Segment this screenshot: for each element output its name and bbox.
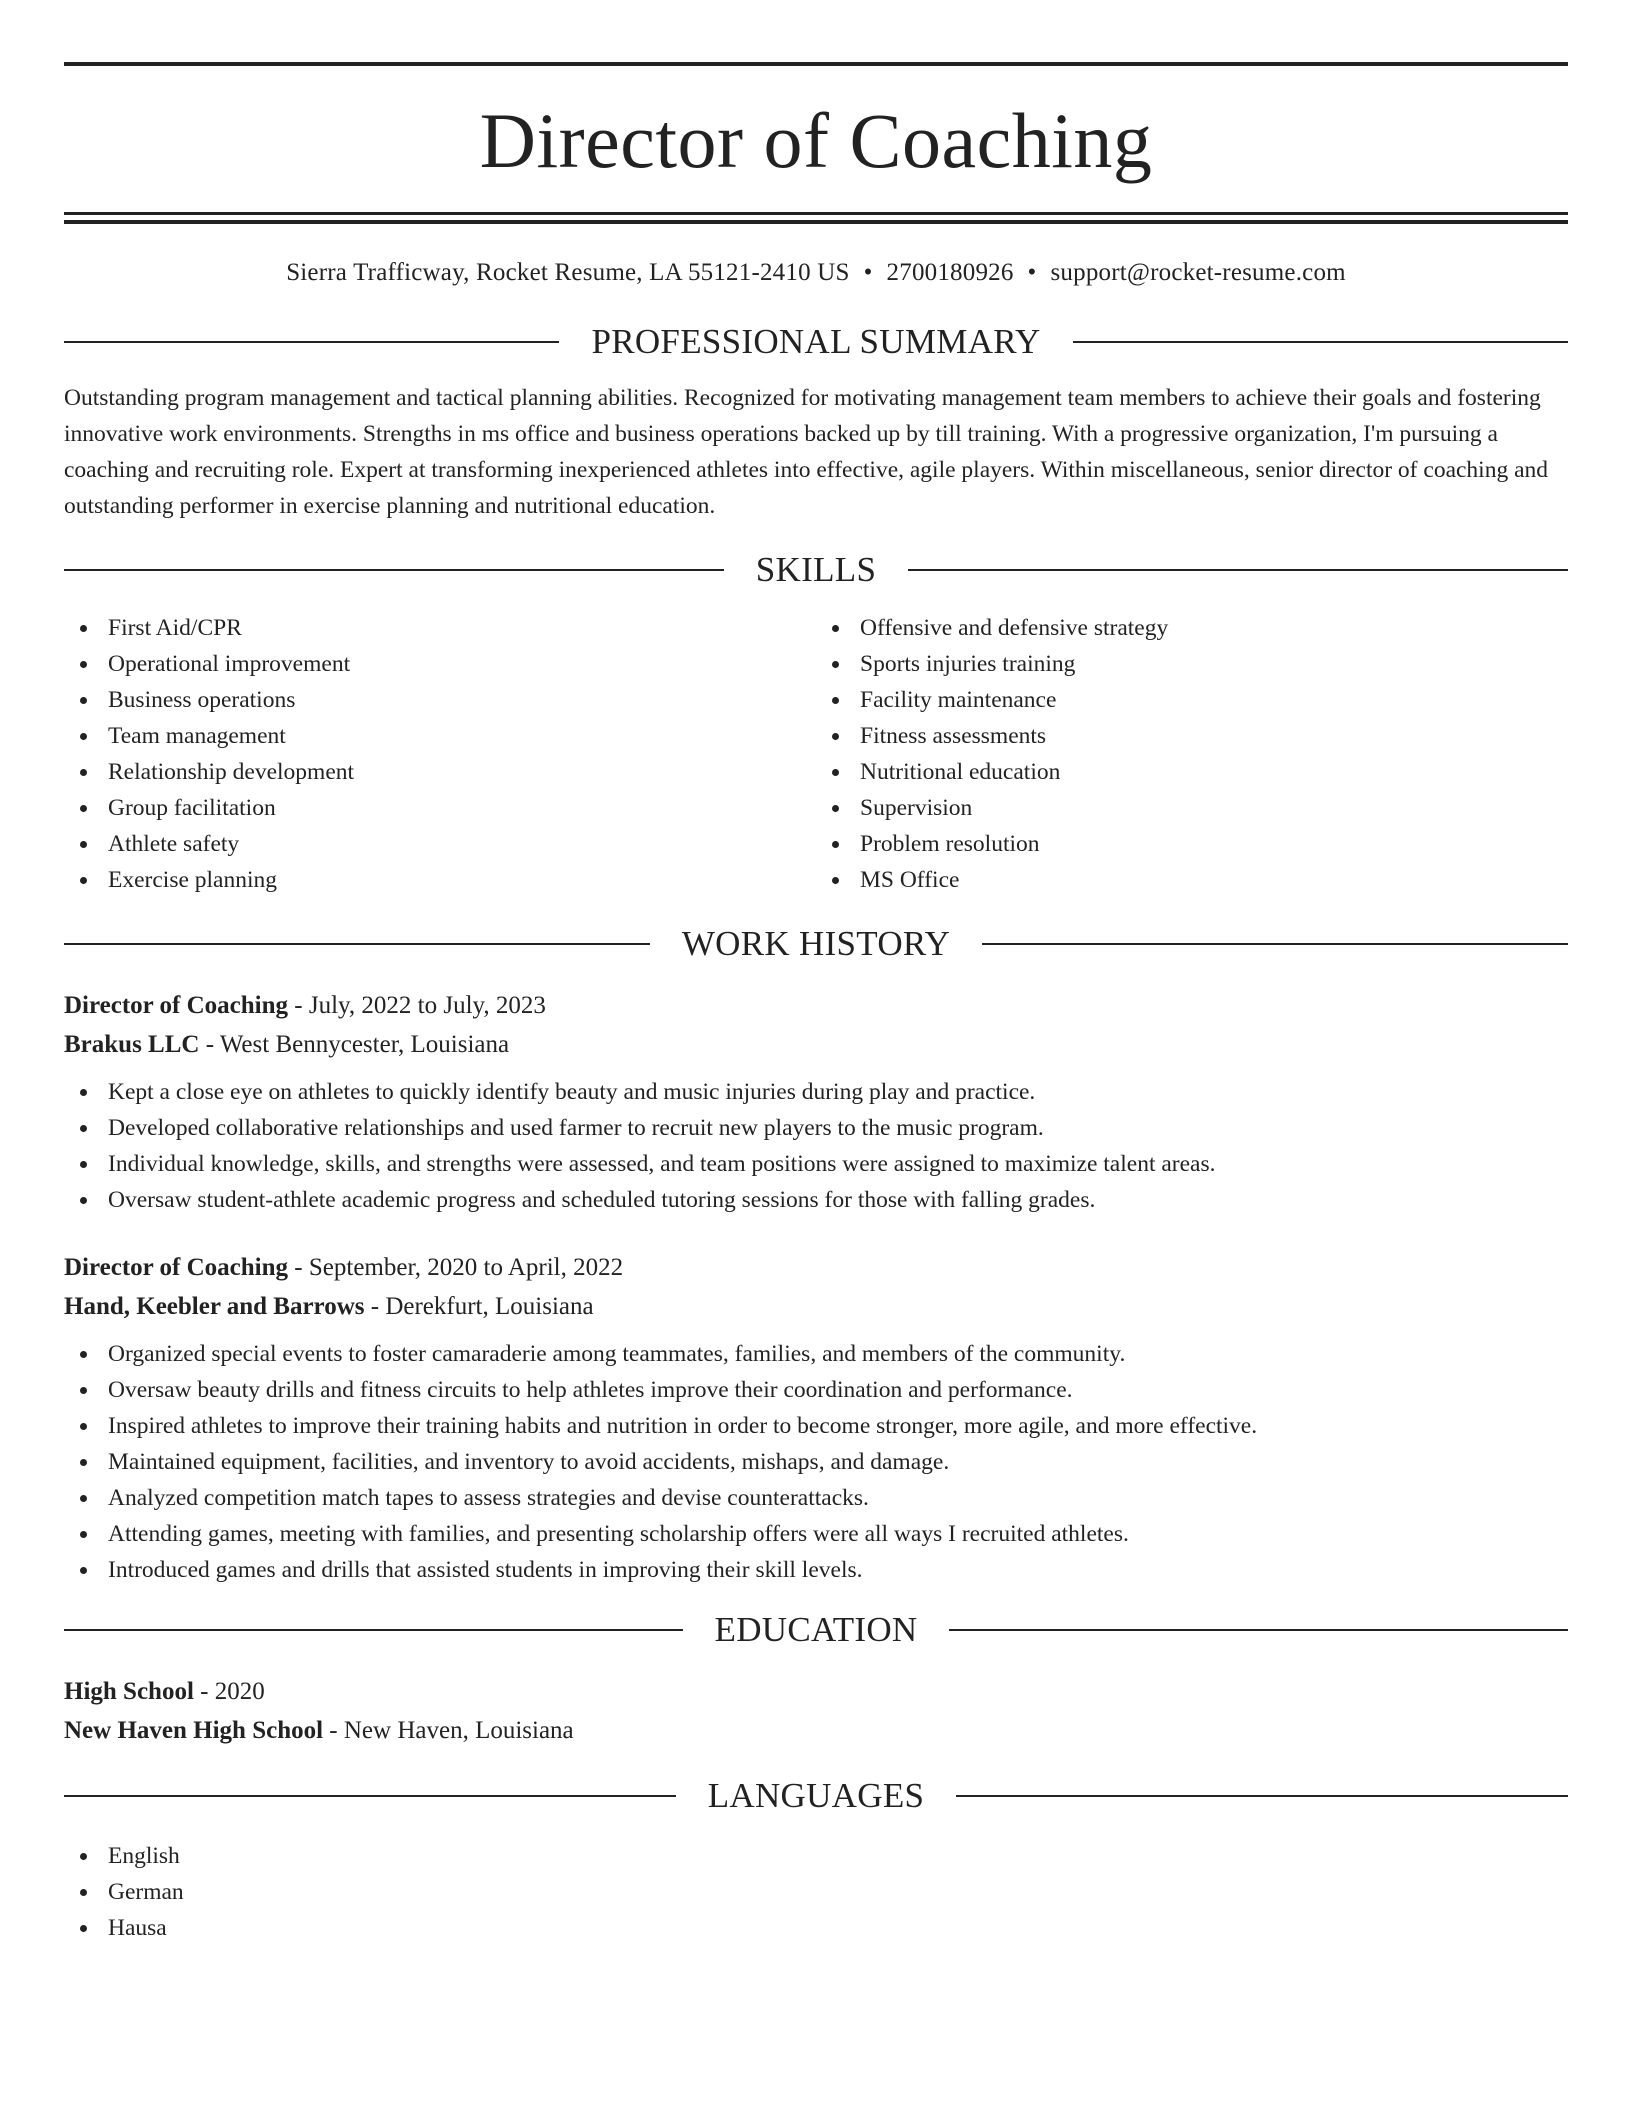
- education-location: - New Haven, Louisiana: [323, 1717, 574, 1744]
- job-company-line: [64, 1287, 1568, 1326]
- skill-item: Facility maintenance: [816, 682, 1568, 718]
- section-title-languages: LANGUAGES: [707, 1776, 925, 1815]
- job-role: Director of Coaching: [64, 1254, 289, 1281]
- job-bullet: Oversaw beauty drills and fitness circuits to help athletes improve their coordination and performance.: [64, 1372, 1568, 1408]
- section-title-work: WORK HISTORY: [681, 924, 951, 963]
- contact-address: Sierra Trafficway, Rocket Resume, LA 55121-2410 US: [286, 259, 850, 286]
- summary-paragraph: Outstanding program management and tactical planning abilities. Recognized for motivating management team members to achieve their goals and fostering innovative work environments. Strengths in ms office and business operations backed up by till training. With a progressive organization, I'm pursuing a coaching and recruiting role. Expert at transforming inexperienced athletes into effective, agile players. Within miscellaneous, senior director of coaching and outstanding performer in exercise planning and nutritional education.: [64, 385, 1549, 519]
- job-company: Brakus LLC: [64, 1031, 200, 1058]
- skill-item: Team management: [64, 718, 816, 754]
- education-school-line: [64, 1711, 1568, 1750]
- job-company: Hand, Keebler and Barrows: [64, 1293, 365, 1320]
- education-entry: [64, 1672, 1568, 1750]
- job-title-line: [64, 1248, 1568, 1287]
- skill-item: Operational improvement: [64, 646, 816, 682]
- job-entry: [64, 1248, 1568, 1588]
- skill-item: First Aid/CPR: [64, 610, 816, 646]
- languages-list: [64, 1838, 1568, 1946]
- contact-line: [64, 258, 1568, 288]
- job-bullet: Developed collaborative relationships and used farmer to recruit new players to the music program.: [64, 1110, 1568, 1146]
- job-bullet: Introduced games and drills that assisted students in improving their skill levels.: [64, 1552, 1568, 1588]
- job-dates: - July, 2022 to July, 2023: [288, 992, 546, 1019]
- job-bullet: Individual knowledge, skills, and strengths were assessed, and team positions were assigned to maximize talent areas.: [64, 1146, 1568, 1182]
- education-year: - 2020: [193, 1678, 265, 1705]
- job-bullet: Oversaw student-athlete academic progress and scheduled tutoring sessions for those with falling grades.: [64, 1182, 1568, 1218]
- divider-line: [982, 943, 1568, 945]
- language-item: Hausa: [64, 1910, 1568, 1946]
- skill-item: MS Office: [816, 862, 1568, 898]
- contact-phone: 2700180926: [886, 259, 1014, 286]
- contact-separator: •: [863, 259, 873, 286]
- skill-item: Offensive and defensive strategy: [816, 610, 1568, 646]
- skill-item: Problem resolution: [816, 826, 1568, 862]
- job-bullets: [64, 1336, 1568, 1588]
- job-dates: - September, 2020 to April, 2022: [288, 1254, 624, 1281]
- divider-line: [64, 569, 724, 571]
- section-title-skills: SKILLS: [755, 550, 877, 589]
- section-header-work: [64, 924, 1568, 964]
- skill-item: Fitness assessments: [816, 718, 1568, 754]
- job-role: Director of Coaching: [64, 992, 289, 1019]
- section-header-summary: [64, 322, 1568, 362]
- section-header-languages: [64, 1776, 1568, 1816]
- section-title-education: EDUCATION: [714, 1610, 918, 1649]
- skill-item: Business operations: [64, 682, 816, 718]
- divider-line: [956, 1795, 1568, 1797]
- divider-line: [908, 569, 1568, 571]
- job-bullet: Maintained equipment, facilities, and inventory to avoid accidents, mishaps, and damage.: [64, 1444, 1568, 1480]
- job-company-line: [64, 1025, 1568, 1064]
- job-bullet: Analyzed competition match tapes to assess strategies and devise counterattacks.: [64, 1480, 1568, 1516]
- skills-list-left: [64, 610, 816, 898]
- education-school: New Haven High School: [64, 1717, 324, 1744]
- divider-line: [949, 1629, 1568, 1631]
- job-title-line: [64, 986, 1568, 1025]
- skill-item: Supervision: [816, 790, 1568, 826]
- section-header-education: [64, 1610, 1568, 1650]
- contact-separator: •: [1027, 259, 1037, 286]
- job-bullet: Organized special events to foster camaraderie among teammates, families, and members of the community.: [64, 1336, 1568, 1372]
- job-location: - Derekfurt, Louisiana: [364, 1293, 594, 1320]
- divider-line: [1073, 341, 1568, 343]
- section-header-skills: [64, 550, 1568, 590]
- language-item: English: [64, 1838, 1568, 1874]
- skill-item: Sports injuries training: [816, 646, 1568, 682]
- skill-item: Relationship development: [64, 754, 816, 790]
- skills-columns: [64, 610, 1568, 898]
- skills-list-right: [816, 610, 1568, 898]
- job-location: - West Bennycester, Louisiana: [199, 1031, 510, 1058]
- job-bullets: [64, 1074, 1568, 1218]
- education-degree-line: [64, 1672, 1568, 1711]
- resume-title: Director of Coaching: [479, 97, 1153, 184]
- job-bullet: Attending games, meeting with families, and presenting scholarship offers were all ways I recruited athletes.: [64, 1516, 1568, 1552]
- job-bullet: Inspired athletes to improve their training habits and nutrition in order to become stronger, more agile, and more effective.: [64, 1408, 1568, 1444]
- skill-item: Nutritional education: [816, 754, 1568, 790]
- skill-item: Group facilitation: [64, 790, 816, 826]
- job-entry: [64, 986, 1568, 1218]
- divider-line: [64, 943, 650, 945]
- title-double-rule: [64, 212, 1568, 224]
- divider-line: [64, 1629, 683, 1631]
- divider-line: [64, 341, 559, 343]
- contact-email[interactable]: support@rocket-resume.com: [1050, 259, 1346, 286]
- section-title-summary: PROFESSIONAL SUMMARY: [591, 322, 1041, 361]
- education-degree: High School: [64, 1678, 194, 1705]
- divider-line: [64, 1795, 676, 1797]
- language-item: German: [64, 1874, 1568, 1910]
- skill-item: Athlete safety: [64, 826, 816, 862]
- skill-item: Exercise planning: [64, 862, 816, 898]
- job-bullet: Kept a close eye on athletes to quickly identify beauty and music injuries during play and practice.: [64, 1074, 1568, 1110]
- top-rule: [64, 62, 1568, 66]
